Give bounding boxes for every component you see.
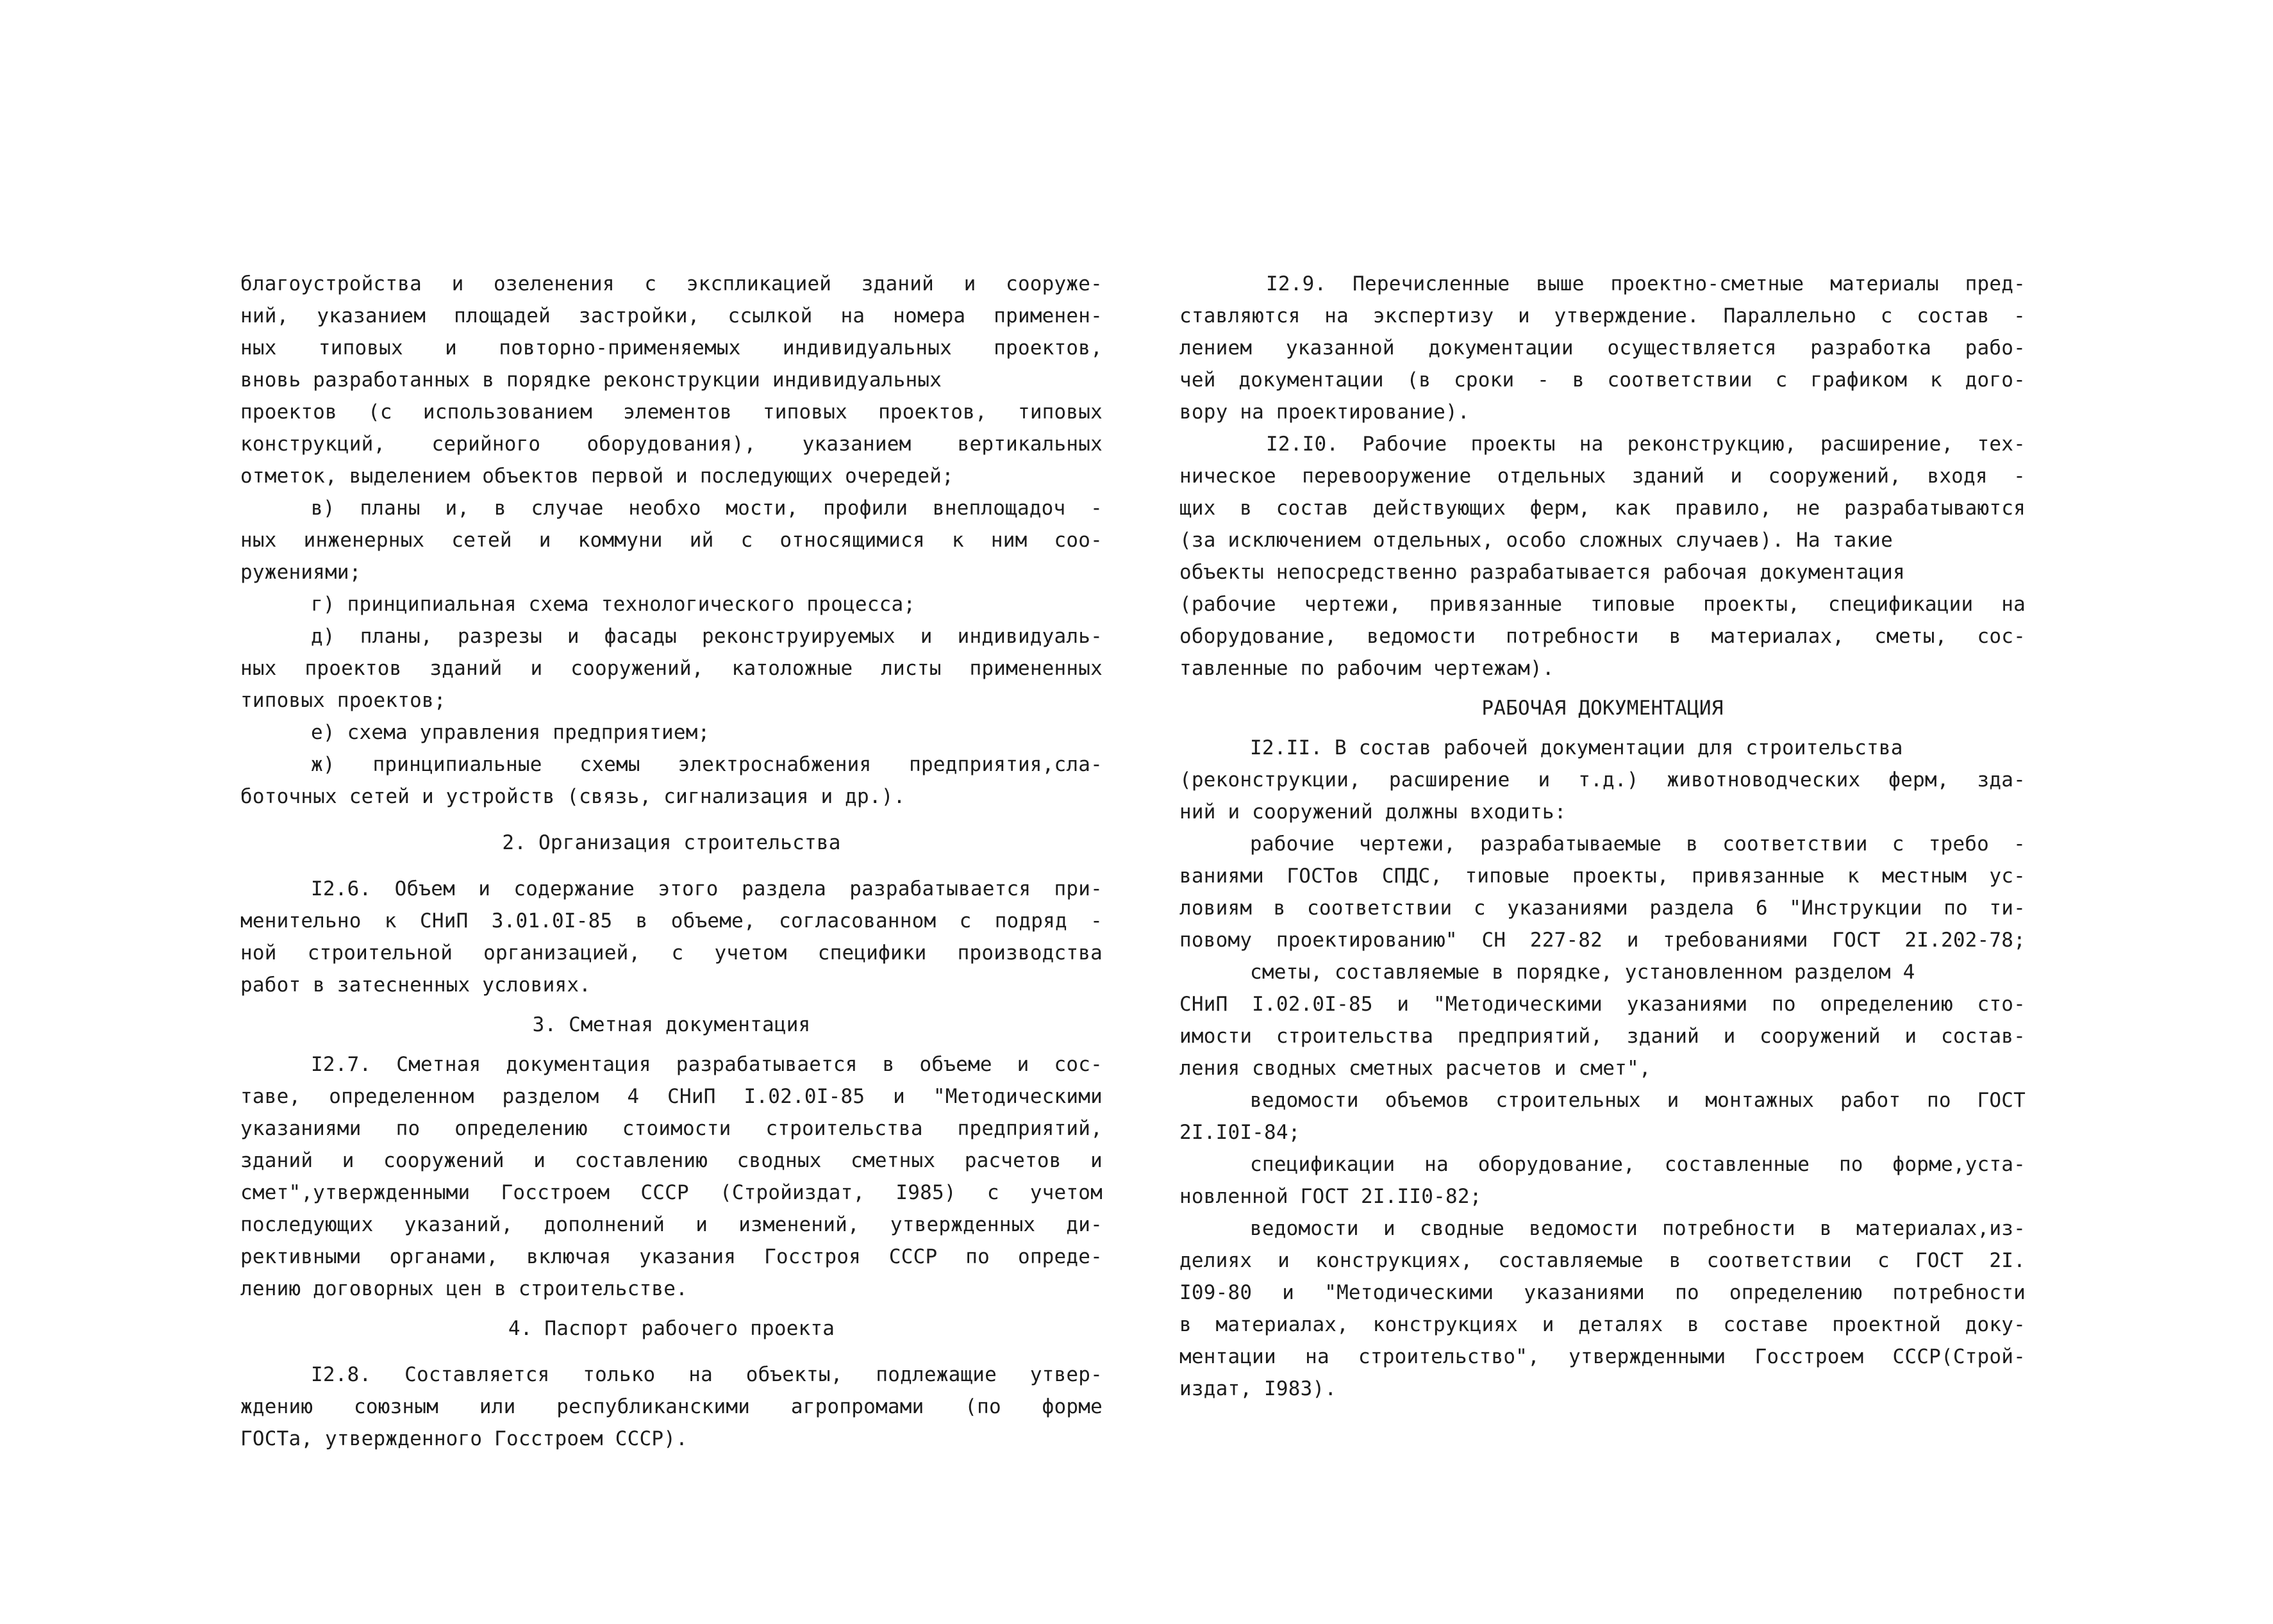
- text-line: (за исключением отдельных, особо сложных случаев). На такие: [1179, 529, 1893, 552]
- text-line: ружениями;: [240, 561, 362, 584]
- text-line: издат, I983).: [1179, 1377, 1337, 1400]
- text-line: д) планы, разрезы и фасады реконструируемых и индивидуаль-: [311, 625, 1103, 648]
- paragraph-12-6: [240, 873, 1103, 1001]
- text-line: последующих указаний, дополнений и изменений, утвержденных ди-: [240, 1213, 1103, 1236]
- paragraph-intro: [240, 268, 1103, 492]
- text-line: ведомости и сводные ведомости потребности в материалах,из-: [1250, 1217, 2026, 1240]
- text-line: спецификации на оборудование, составленные по форме,уста-: [1250, 1153, 2026, 1176]
- text-line: ставляются на экспертизу и утверждение. Параллельно с состав -: [1179, 304, 2026, 327]
- text-line: делиях и конструкциях, составляемые в соответствии с ГОСТ 2I.: [1179, 1249, 2026, 1272]
- list-item-specs: [1179, 1148, 2026, 1213]
- text-line: лением указанной документации осуществляется разработка рабо-: [1179, 336, 2026, 360]
- list-item-g: [240, 588, 1103, 620]
- section-heading-4: 4. Паспорт рабочего проекта: [508, 1317, 835, 1340]
- text-line: I09-80 и "Методическими указаниями по определению потребности: [1179, 1281, 2026, 1304]
- text-line: вору на проектирование).: [1179, 401, 1470, 424]
- text-line: ж) принципиальные схемы электроснабжения предприятия,сла-: [311, 753, 1103, 776]
- text-line: ГОСТа, утвержденного Госстроем СССР).: [240, 1427, 688, 1450]
- text-line: ний и сооружений должны входить:: [1179, 800, 1567, 824]
- text-line: I2.6. Объем и содержание этого раздела разрабатывается при-: [311, 877, 1103, 900]
- text-line: менительно к СНиП 3.01.0I-85 в объеме, согласованном с подряд -: [240, 909, 1103, 932]
- text-line: ления сводных сметных расчетов и смет",: [1179, 1057, 1651, 1080]
- text-line: повому проектированию" СН 227-82 и требованиями ГОСТ 2I.202-78;: [1179, 929, 2026, 952]
- text-line: ведомости объемов строительных и монтажных работ по ГОСТ: [1250, 1089, 2026, 1112]
- text-line: I2.9. Перечисленные выше проектно-сметные материалы пред-: [1266, 272, 2026, 295]
- list-item-zh: [240, 749, 1103, 813]
- text-line: ний, указанием площадей застройки, ссылкой на номера применен-: [240, 304, 1103, 327]
- list-item-d: [240, 620, 1103, 717]
- text-line: лению договорных цен в строительстве.: [240, 1277, 688, 1300]
- text-line: ных типовых и повторно-применяемых индивидуальных проектов,: [240, 336, 1103, 360]
- text-line: таве, определенном разделом 4 СНиП I.02.0I-85 и "Методическими: [240, 1085, 1103, 1108]
- list-item-e: [240, 717, 1103, 749]
- text-line: г) принципиальная схема технологического процесса;: [311, 593, 916, 616]
- paragraph-12-11: [1179, 732, 2026, 828]
- section-heading-work-docs: РАБОЧАЯ ДОКУМЕНТАЦИЯ: [1481, 697, 1724, 720]
- text-line: боточных сетей и устройств (связь, сигнализация и др.).: [240, 785, 906, 808]
- text-line: смет",утвержденными Госстроем СССР (Стройиздат, I985) с учетом: [240, 1181, 1103, 1204]
- text-line: (рабочие чертежи, привязанные типовые проекты, спецификации на: [1179, 593, 2026, 616]
- text-line: рективными органами, включая указания Госстроя СССР по опреде-: [240, 1245, 1103, 1268]
- text-line: вновь разработанных в порядке реконструкции индивидуальных: [240, 369, 942, 392]
- text-line: ных инженерных сетей и коммуни ий с относящимися к ним соо-: [240, 529, 1103, 552]
- paragraph-12-8: [240, 1359, 1103, 1455]
- list-item-estimates: [1179, 956, 2026, 1084]
- text-line: работ в затесненных условиях.: [240, 974, 592, 997]
- list-item-drawings: [1179, 828, 2026, 956]
- text-line: СНиП I.02.0I-85 и "Методическими указаниями по определению сто-: [1179, 993, 2026, 1016]
- text-line: I2.I0. Рабочие проекты на реконструкцию, расширение, тех-: [1266, 433, 2026, 456]
- text-line: сметы, составляемые в порядке, установленном разделом 4: [1250, 961, 1915, 984]
- text-line: I2.II. В состав рабочей документации для строительства: [1250, 736, 1903, 759]
- text-line: ваниями ГОСТов СПДС, типовые проекты, привязанные к местным ус-: [1179, 865, 2026, 888]
- text-line: тавленные по рабочим чертежам).: [1179, 657, 1554, 680]
- text-line: новленной ГОСТ 2I.II0-82;: [1179, 1185, 1482, 1208]
- text-line: в материалах, конструкциях и деталях в составе проектной доку-: [1179, 1313, 2026, 1336]
- paragraph-12-10: [1179, 428, 2026, 684]
- section-heading-2: 2. Организация строительства: [502, 831, 841, 854]
- text-line: оборудование, ведомости потребности в материалах, сметы, сос-: [1179, 625, 2026, 648]
- text-line: I2.7. Сметная документация разрабатывается в объеме и сос-: [311, 1053, 1103, 1076]
- text-line: зданий и сооружений и составлению сводных сметных расчетов и: [240, 1149, 1103, 1172]
- text-line: ническое перевооружение отдельных зданий и сооружений, входя -: [1179, 465, 2026, 488]
- text-line: рабочие чертежи, разрабатываемые в соответствии с требо -: [1250, 833, 2026, 856]
- text-line: I2.8. Составляется только на объекты, подлежащие утвер-: [311, 1363, 1103, 1386]
- text-line: объекты непосредственно разрабатывается рабочая документация: [1179, 561, 1905, 584]
- paragraph-12-7: [240, 1048, 1103, 1305]
- text-line: ментации на строительство", утвержденными Госстроем СССР(Строй-: [1179, 1345, 2026, 1368]
- text-line: ной строительной организацией, с учетом специфики производства: [240, 941, 1103, 965]
- text-line: ных проектов зданий и сооружений, католожные листы примененных: [240, 657, 1103, 680]
- text-line: отметок, выделением объектов первой и последующих очередей;: [240, 465, 954, 488]
- text-line: в) планы и, в случае необхо мости, профили внеплощадоч -: [311, 497, 1103, 520]
- text-line: ждению союзным или республиканскими агропромами (по форме: [240, 1395, 1103, 1418]
- list-item-volumes: [1179, 1084, 2026, 1148]
- text-line: типовых проектов;: [240, 689, 446, 712]
- text-line: проектов (с использованием элементов типовых проектов, типовых: [240, 401, 1103, 424]
- section-heading-3: 3. Сметная документация: [532, 1013, 811, 1036]
- text-line: ловиям в соответствии с указаниями раздела 6 "Инструкции по ти-: [1179, 897, 2026, 920]
- text-line: благоустройства и озеленения с экспликацией зданий и сооруже-: [240, 272, 1103, 295]
- text-line: е) схема управления предприятием;: [311, 721, 710, 744]
- list-item-v: [240, 492, 1103, 588]
- text-line: указаниями по определению стоимости строительства предприятий,: [240, 1117, 1103, 1140]
- text-line: 2I.I0I-84;: [1179, 1121, 1301, 1144]
- text-line: конструкций, серийного оборудования), указанием вертикальных: [240, 433, 1103, 456]
- left-column: [240, 268, 1103, 1455]
- text-line: (реконструкции, расширение и т.д.) животноводческих ферм, зда-: [1179, 768, 2026, 791]
- right-column: [1179, 268, 2026, 1405]
- text-line: щих в состав действующих ферм, как правило, не разрабатываются: [1179, 497, 2026, 520]
- list-item-needs: [1179, 1213, 2026, 1405]
- text-line: имости строительства предприятий, зданий и сооружений и состав-: [1179, 1025, 2026, 1048]
- paragraph-12-9: [1179, 268, 2026, 428]
- text-line: чей документации (в сроки - в соответствии с графиком к дого-: [1179, 369, 2026, 392]
